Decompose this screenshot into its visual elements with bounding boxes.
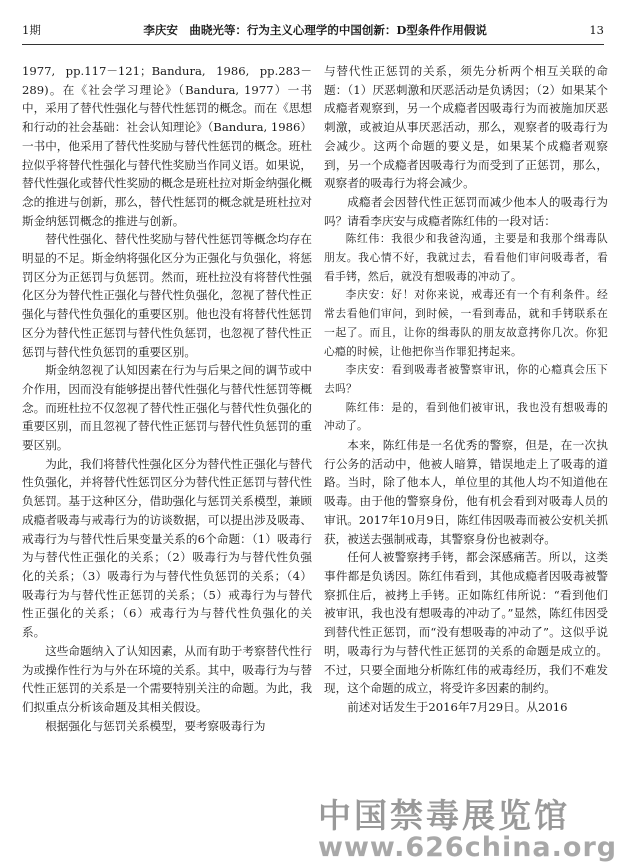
paragraph: 替代性强化、替代性奖励与替代性惩罚等概念均存在明显的不足。斯金纳将强化区分为正强化与负强化，将惩罚区分为正惩罚与负惩罚。然而，班杜拉没有将替代性强化区分为替代性正强化与替代性负强化，忽视了替代性正强化与替代性负强化的重要区别。他也没有将替代性惩罚区分为替代性正惩罚与替代性负惩罚，也忽视了替代性正惩罚与替代性负惩罚的重要区别。: [22, 232, 312, 359]
watermark-url: www.626china.org: [318, 832, 618, 863]
dialog-line: 陈红伟：是的，看到他们被审讯，我也没有想吸毒的冲动了。: [324, 400, 608, 433]
paragraph: 成瘾者会因替代性正惩罚而减少他本人的吸毒行为吗？请看李庆安与成瘾者陈红伟的一段对话：: [324, 194, 608, 228]
running-title: 李庆安 曲晓光等：行为主义心理学的中国创新：D型条件作用假说: [143, 23, 487, 37]
page-number: 13: [589, 23, 604, 37]
paragraph: 根据强化与惩罚关系模型，要考察吸毒行为: [45, 718, 266, 733]
site-watermark: [318, 796, 618, 863]
paragraph: 这些命题纳入了认知因素，从而有助于考察替代性行为或操作性行为与外在环境的关系。其中，吸毒行为与替代性正惩罚的关系是一个需要特别关注的命题。为此，我们拟重点分析该命题及其相关假设。: [22, 643, 312, 714]
dialog-line: 李庆安：看到吸毒者被警察审讯，你的心瘾真会压下去吗？: [324, 363, 608, 395]
paragraph: 本来，陈红伟是一名优秀的警察，但是，在一次执行公务的活动中，他被人暗算，错误地走上了吸毒的道路。当时，除了他本人，单位里的其他人均不知道他在吸毒。由于他的警察身份，他有机会看到对吸毒人员的审讯。2017年10月9日，陈红伟因吸毒而被公安机关抓获，被送去强制戒毒，其警察身份也被剥夺。: [324, 438, 608, 546]
paragraph: 任何人被警察拷手铐，都会深感痛苦。所以，这类事件都是负诱因。陈红伟看到，其他成瘾者因吸毒被警察抓住后，被拷上手铐。正如陈红伟所说：“看到他们被审讯，我也没有想吸毒的冲动了。”显然，陈红伟因受到替代性正惩罚，而“没有想吸毒的冲动了”。这似乎说明，吸毒行为与替代性正惩罚的关系的命题是成立的。不过，只要全面地分析陈红伟的戒毒经历，我们不难发现，这个命题的成立，将受许多因素的制约。: [324, 550, 608, 696]
watermark-title: 中国禁毒展览馆: [318, 796, 570, 835]
header-rule: [22, 44, 604, 45]
paragraph: 1977, pp.117－121；Bandura, 1986, pp.283－289)。在《社会学习理论》（Bandura, 1977）一书中，采用了替代性强化与替代性惩罚的概念。而在《思想和行动的社会基础：社会认知理论》（Bandura, 1986）一书中，他采用了替代性奖励与替代性惩罚的概念。班杜拉似乎将替代性强化与替代性奖励当作同义语。如果说，替代性强化或替代性奖励的概念是班杜拉对斯金纳强化概念的推进与创新，那么，替代性惩罚的概念就是班杜拉对斯金纳惩罚概念的推进与创新。: [22, 64, 313, 228]
left-column: [22, 62, 312, 735]
right-column: [324, 62, 608, 717]
paragraph: 斯金纳忽视了认知因素在行为与后果之间的调节或中介作用，因而没有能够提出替代性强化与替代性惩罚等概念。而班杜拉不仅忽视了替代性正强化与替代性负强化的重要区别，而且忽视了替代性正惩罚与替代性负惩罚的重要区别。: [22, 363, 312, 453]
running-header: [22, 20, 604, 40]
paragraph: 与替代性正惩罚的关系，须先分析两个相互关联的命题：（1）厌恶刺激和厌恶活动是负诱因；（2）如果某个成瘾者观察到，另一个成瘾者因吸毒行为而被施加厌恶刺激，或被迫从事厌恶活动，那么，观察者的吸毒行为会减少。这两个命题的要义是，如果某个成瘾者观察到，另一个成瘾者因吸毒行为而受到了正惩罚，那么，观察者的吸毒行为将会减少。: [324, 64, 608, 191]
paragraph: 前述对话发生于2016年7月29日。从2016: [347, 699, 568, 714]
dialog-line: 李庆安：好！对你来说，戒毒还有一个有利条件。经常去看他们审问，到时候，一看到毒品，就和手铐联系在一起了。而且，让你的缉毒队的朋友故意拷你几次。你犯心瘾的时候，让他把你当作罪犯拷起来。: [324, 288, 608, 358]
paragraph: 为此，我们将替代性强化区分为替代性正强化与替代性负强化，并将替代性惩罚区分为替代性正惩罚与替代性负惩罚。基于这种区分，借助强化与惩罚关系模型，兼顾成瘾者吸毒与戒毒行为的访谈数据，可以提出涉及吸毒、戒毒行为与替代性后果变量关系的6个命题：（1）吸毒行为与替代性正强化的关系；（2）吸毒行为与替代性负强化的关系；（3）吸毒行为与替代性负惩罚的关系；（4）吸毒行为与替代性正惩罚的关系；（5）戒毒行为与替代性正强化的关系；（6）戒毒行为与替代性负强化的关系。: [22, 456, 312, 640]
dialog-line: 陈红伟：我很少和我爸沟通，主要是和我那个缉毒队朋友。我心情不好，我就过去，看看他们审问吸毒者，看看手铐，然后，就没有想吸毒的冲动了。: [324, 232, 608, 283]
issue-label: 1期: [22, 23, 41, 37]
